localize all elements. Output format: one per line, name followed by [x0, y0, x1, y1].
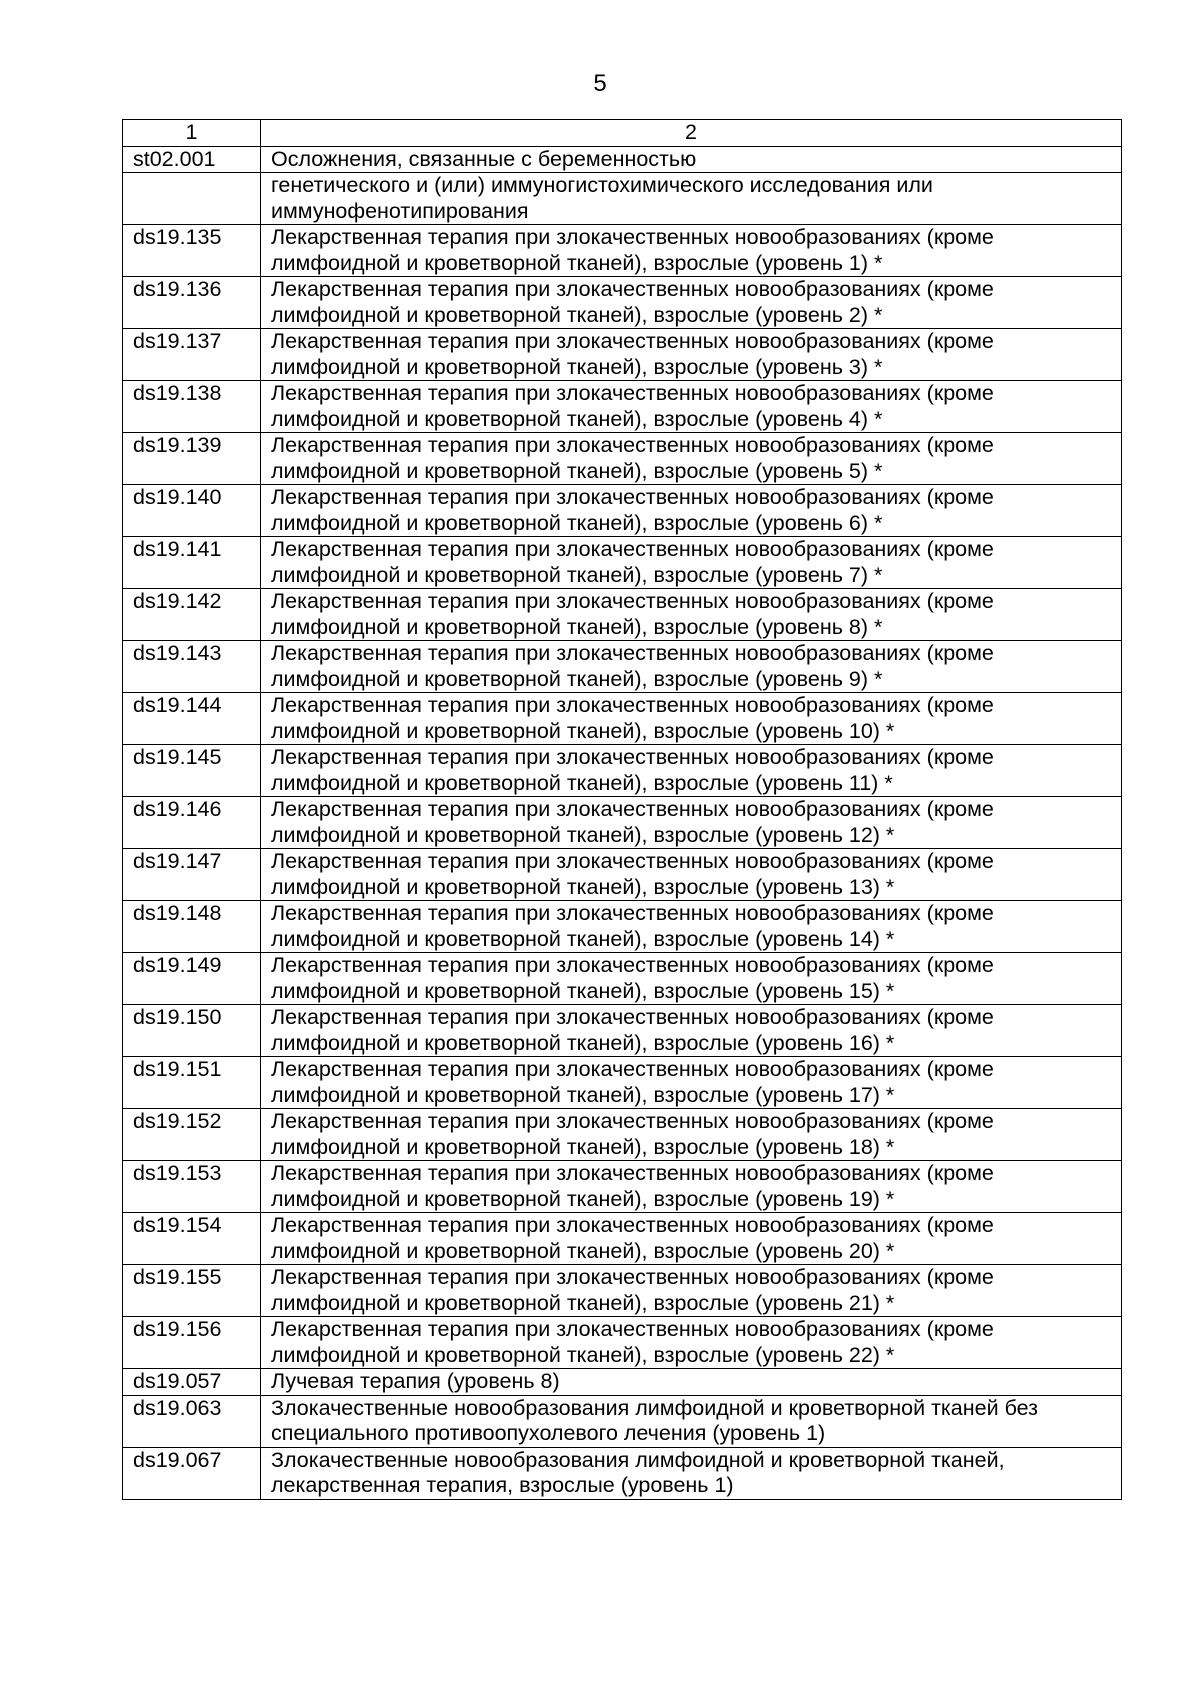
- table-row: [123, 953, 1122, 1005]
- table-row: [123, 693, 1122, 745]
- row-code: ds19.146: [123, 797, 261, 849]
- row-description: генетического и (или) иммуногистохимического исследования или иммунофенотипирования: [261, 173, 1122, 225]
- row-code: ds19.143: [123, 641, 261, 693]
- row-code: ds19.139: [123, 433, 261, 485]
- table-row: [123, 173, 1122, 225]
- row-description: Лекарственная терапия при злокачественных новообразованиях (кроме лимфоидной и кроветворной тканей), взрослые (уровень 15) *: [261, 953, 1122, 1005]
- row-code: [123, 173, 261, 225]
- row-description: Лекарственная терапия при злокачественных новообразованиях (кроме лимфоидной и кроветворной тканей), взрослые (уровень 18) *: [261, 1109, 1122, 1161]
- row-code: ds19.138: [123, 381, 261, 433]
- table-body: [123, 146, 1122, 1499]
- row-description: Лекарственная терапия при злокачественных новообразованиях (кроме лимфоидной и кроветворной тканей), взрослые (уровень 7) *: [261, 537, 1122, 589]
- row-description: Лекарственная терапия при злокачественных новообразованиях (кроме лимфоидной и кроветворной тканей), взрослые (уровень 9) *: [261, 641, 1122, 693]
- row-description: Лучевая терапия (уровень 8): [261, 1369, 1122, 1396]
- row-code: ds19.156: [123, 1317, 261, 1369]
- row-description: Злокачественные новообразования лимфоидной и кроветворной тканей без специального противоопухолевого лечения (уровень 1): [261, 1395, 1122, 1447]
- row-code: ds19.140: [123, 485, 261, 537]
- row-code: ds19.142: [123, 589, 261, 641]
- table-row: [123, 901, 1122, 953]
- table-row: [123, 1317, 1122, 1369]
- row-description: Лекарственная терапия при злокачественных новообразованиях (кроме лимфоидной и кроветворной тканей), взрослые (уровень 8) *: [261, 589, 1122, 641]
- table-row: [123, 849, 1122, 901]
- table-row: [123, 1395, 1122, 1447]
- row-description: Лекарственная терапия при злокачественных новообразованиях (кроме лимфоидной и кроветворной тканей), взрослые (уровень 5) *: [261, 433, 1122, 485]
- row-description: Осложнения, связанные с беременностью: [261, 146, 1122, 173]
- table-row: [123, 1161, 1122, 1213]
- row-description: Злокачественные новообразования лимфоидной и кроветворной тканей, лекарственная терапия, взрослые (уровень 1): [261, 1447, 1122, 1499]
- row-code: ds19.057: [123, 1369, 261, 1396]
- table-row: [123, 1005, 1122, 1057]
- row-code: ds19.144: [123, 693, 261, 745]
- row-code: ds19.149: [123, 953, 261, 1005]
- row-description: Лекарственная терапия при злокачественных новообразованиях (кроме лимфоидной и кроветворной тканей), взрослые (уровень 11) *: [261, 745, 1122, 797]
- table-row: [123, 146, 1122, 173]
- table-row: [123, 1213, 1122, 1265]
- row-code: ds19.153: [123, 1161, 261, 1213]
- table-row: [123, 329, 1122, 381]
- header-row: [123, 120, 1122, 147]
- table-row: [123, 1369, 1122, 1396]
- table-row: [123, 1447, 1122, 1499]
- page-number: 5: [593, 70, 607, 97]
- table-row: [123, 641, 1122, 693]
- table-row: [123, 433, 1122, 485]
- table-row: [123, 1265, 1122, 1317]
- table-row: [123, 797, 1122, 849]
- tariff-table: [122, 119, 1122, 1500]
- table-row: [123, 1109, 1122, 1161]
- row-description: Лекарственная терапия при злокачественных новообразованиях (кроме лимфоидной и кроветворной тканей), взрослые (уровень 14) *: [261, 901, 1122, 953]
- row-code: ds19.145: [123, 745, 261, 797]
- table-row: [123, 1057, 1122, 1109]
- row-description: Лекарственная терапия при злокачественных новообразованиях (кроме лимфоидной и кроветворной тканей), взрослые (уровень 3) *: [261, 329, 1122, 381]
- row-description: Лекарственная терапия при злокачественных новообразованиях (кроме лимфоидной и кроветворной тканей), взрослые (уровень 6) *: [261, 485, 1122, 537]
- row-description: Лекарственная терапия при злокачественных новообразованиях (кроме лимфоидной и кроветворной тканей), взрослые (уровень 20) *: [261, 1213, 1122, 1265]
- row-description: Лекарственная терапия при злокачественных новообразованиях (кроме лимфоидной и кроветворной тканей), взрослые (уровень 4) *: [261, 381, 1122, 433]
- row-description: Лекарственная терапия при злокачественных новообразованиях (кроме лимфоидной и кроветворной тканей), взрослые (уровень 2) *: [261, 277, 1122, 329]
- row-description: Лекарственная терапия при злокачественных новообразованиях (кроме лимфоидной и кроветворной тканей), взрослые (уровень 22) *: [261, 1317, 1122, 1369]
- row-code: ds19.154: [123, 1213, 261, 1265]
- row-description: Лекарственная терапия при злокачественных новообразованиях (кроме лимфоидной и кроветворной тканей), взрослые (уровень 21) *: [261, 1265, 1122, 1317]
- header-cell-1: 1: [123, 120, 261, 147]
- row-code: ds19.150: [123, 1005, 261, 1057]
- row-code: ds19.137: [123, 329, 261, 381]
- table-row: [123, 225, 1122, 277]
- row-description: Лекарственная терапия при злокачественных новообразованиях (кроме лимфоидной и кроветворной тканей), взрослые (уровень 16) *: [261, 1005, 1122, 1057]
- table-row: [123, 589, 1122, 641]
- row-description: Лекарственная терапия при злокачественных новообразованиях (кроме лимфоидной и кроветворной тканей), взрослые (уровень 13) *: [261, 849, 1122, 901]
- row-description: Лекарственная терапия при злокачественных новообразованиях (кроме лимфоидной и кроветворной тканей), взрослые (уровень 10) *: [261, 693, 1122, 745]
- row-code: ds19.135: [123, 225, 261, 277]
- row-code: ds19.067: [123, 1447, 261, 1499]
- table-header: [123, 120, 1122, 147]
- table-row: [123, 277, 1122, 329]
- row-code: ds19.136: [123, 277, 261, 329]
- row-code: ds19.063: [123, 1395, 261, 1447]
- row-code: ds19.151: [123, 1057, 261, 1109]
- row-description: Лекарственная терапия при злокачественных новообразованиях (кроме лимфоидной и кроветворной тканей), взрослые (уровень 17) *: [261, 1057, 1122, 1109]
- row-code: ds19.148: [123, 901, 261, 953]
- header-cell-2: 2: [261, 120, 1122, 147]
- row-code: ds19.152: [123, 1109, 261, 1161]
- row-code: st02.001: [123, 146, 261, 173]
- row-description: Лекарственная терапия при злокачественных новообразованиях (кроме лимфоидной и кроветворной тканей), взрослые (уровень 1) *: [261, 225, 1122, 277]
- table-row: [123, 485, 1122, 537]
- table-row: [123, 745, 1122, 797]
- row-description: Лекарственная терапия при злокачественных новообразованиях (кроме лимфоидной и кроветворной тканей), взрослые (уровень 19) *: [261, 1161, 1122, 1213]
- row-code: ds19.141: [123, 537, 261, 589]
- row-code: ds19.155: [123, 1265, 261, 1317]
- table-row: [123, 381, 1122, 433]
- row-description: Лекарственная терапия при злокачественных новообразованиях (кроме лимфоидной и кроветворной тканей), взрослые (уровень 12) *: [261, 797, 1122, 849]
- table-row: [123, 537, 1122, 589]
- row-code: ds19.147: [123, 849, 261, 901]
